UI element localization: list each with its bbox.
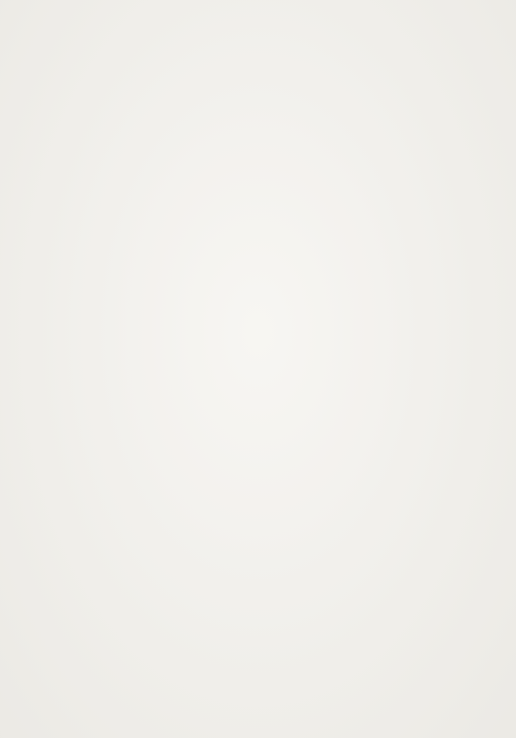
upper-text-block: [40, 24, 480, 341]
lower-text-block: [40, 347, 480, 647]
